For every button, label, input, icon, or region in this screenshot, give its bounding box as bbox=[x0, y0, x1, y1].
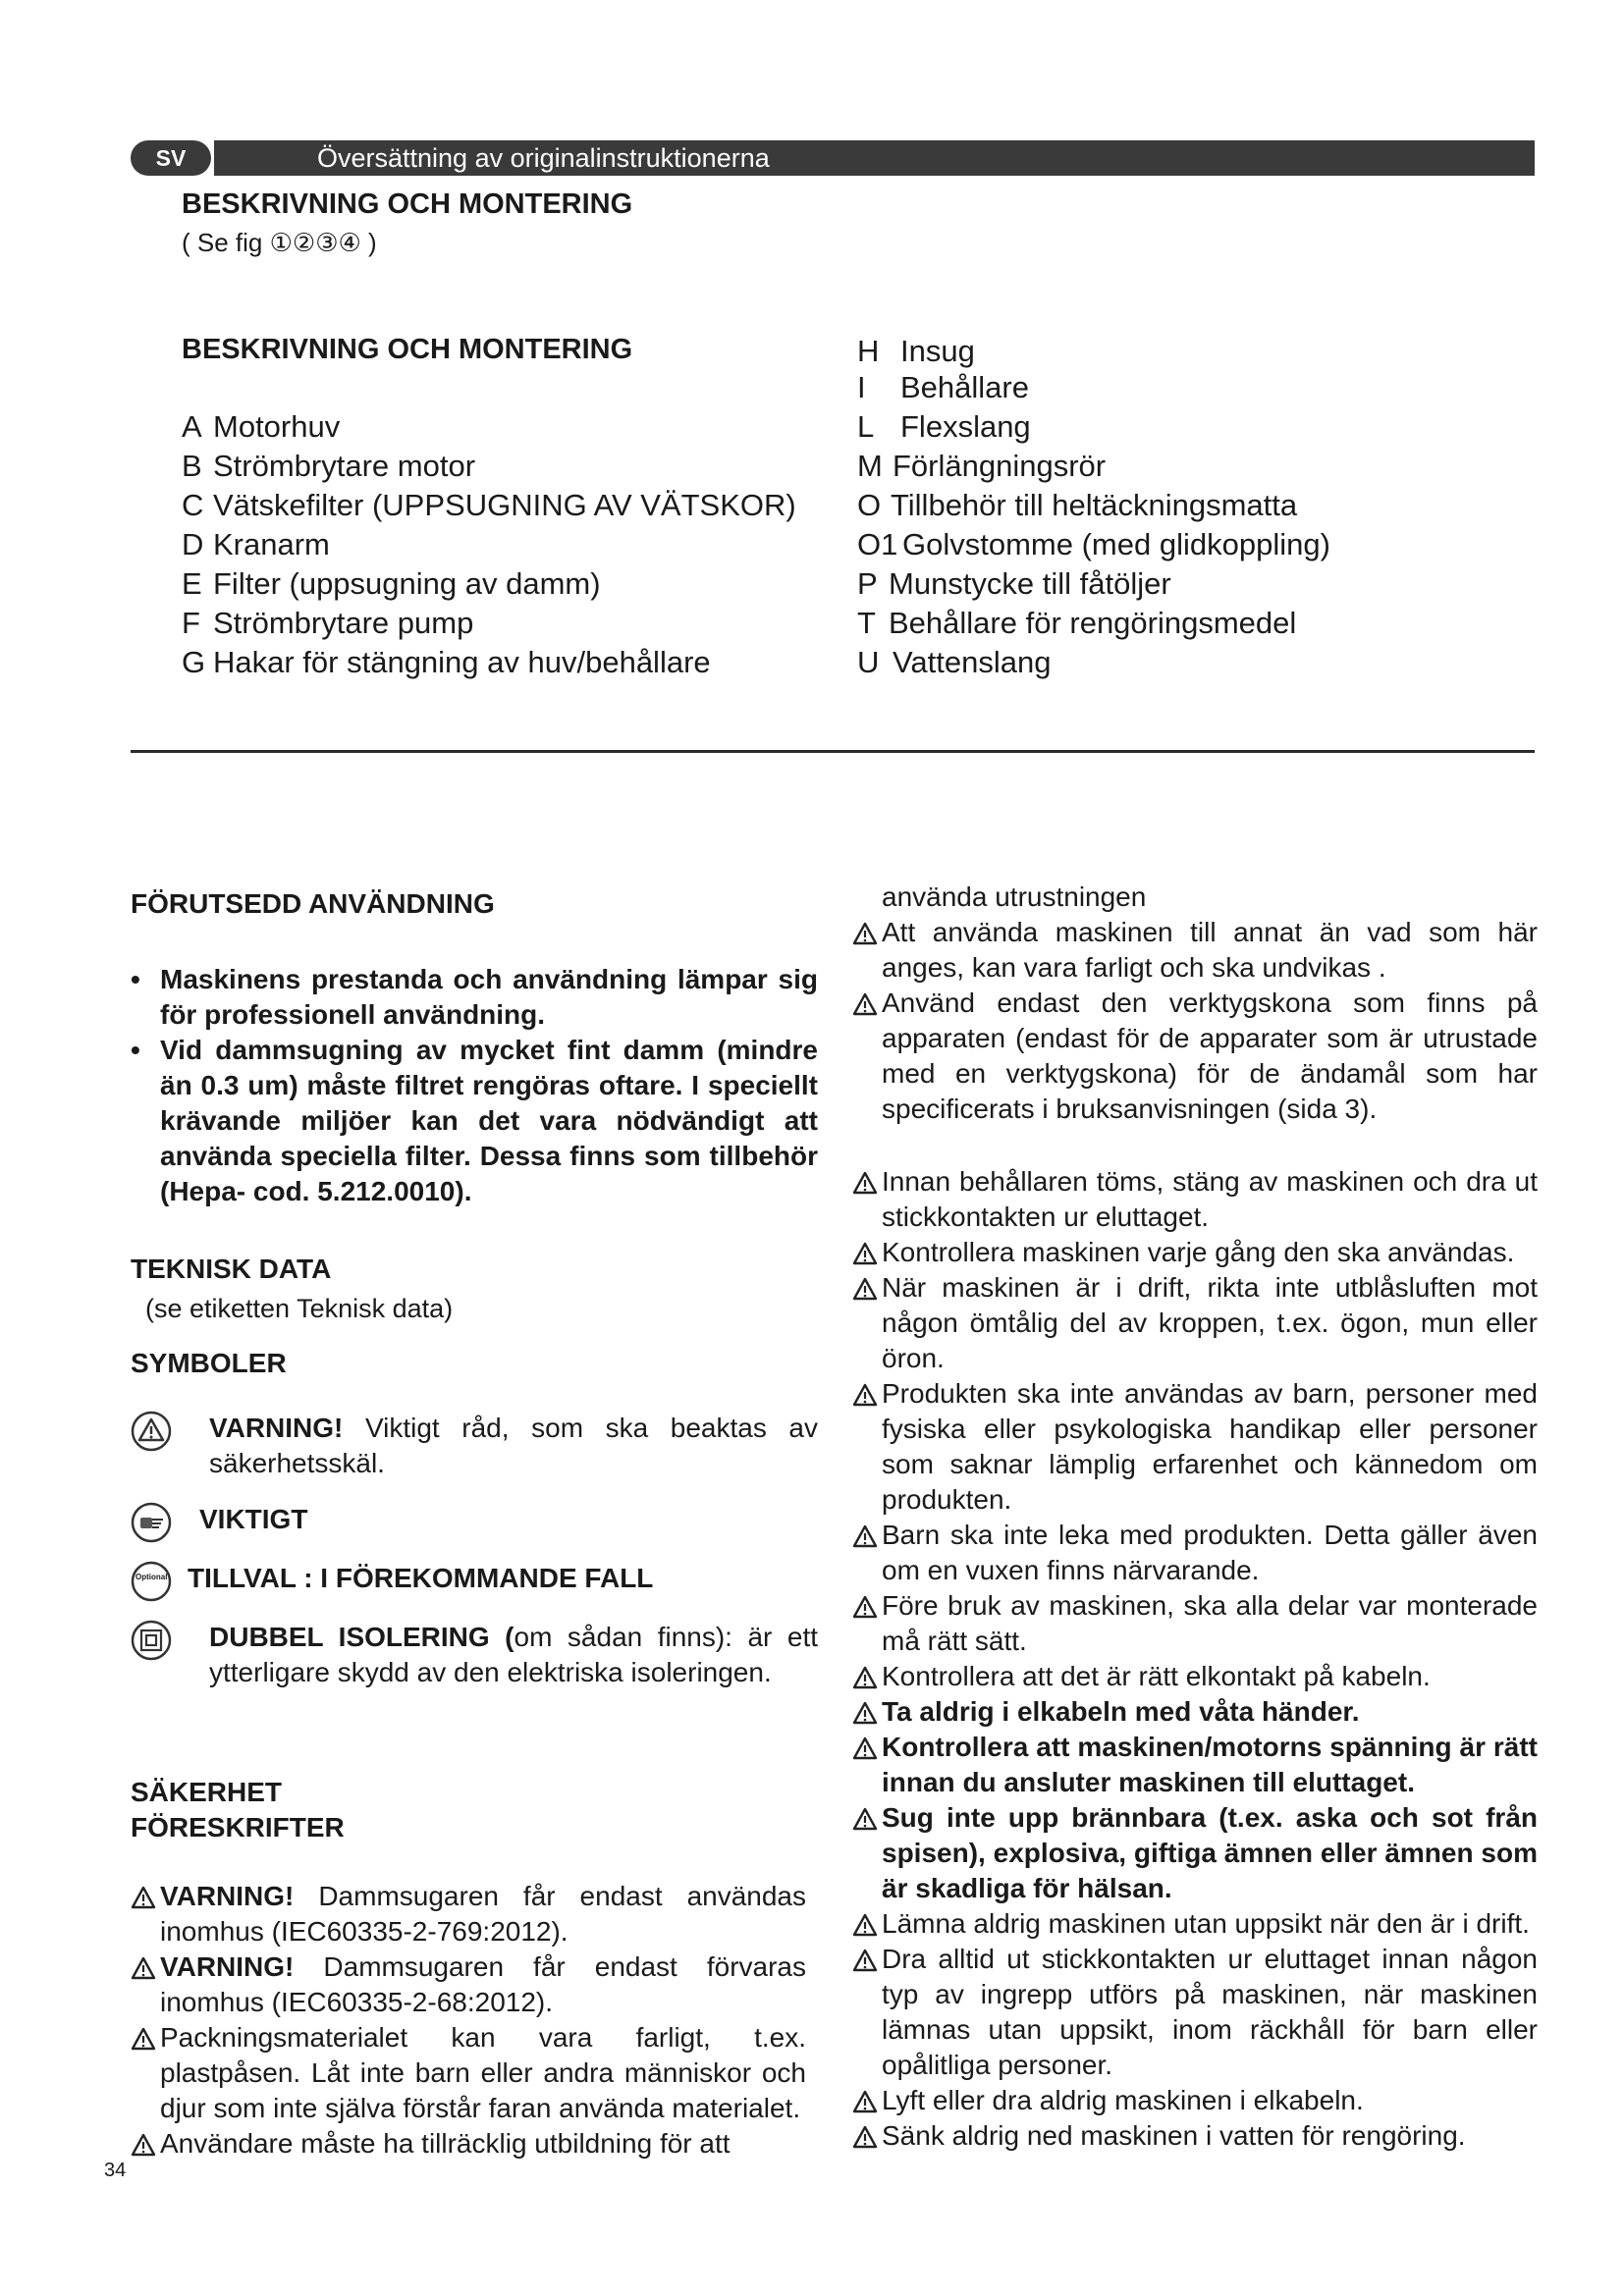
list-item: När maskinen är i drift, rikta inte utblåsluften mot någon ömtålig del av kroppen, t.ex. ögon, mun eller öron. bbox=[852, 1270, 1538, 1376]
component-item: B Strömbrytare motor bbox=[182, 449, 476, 483]
warning-triangle-icon bbox=[852, 992, 878, 1016]
warning-triangle-icon bbox=[852, 1524, 878, 1548]
list-item: Sug inte upp brännbara (t.ex. aska och sot från spisen), explosiva, giftiga ämnen eller ämnen som är skadliga för hälsan. bbox=[852, 1800, 1538, 1906]
component-item: F Strömbrytare pump bbox=[182, 606, 474, 640]
list-item: Använd endast den verktygskona som finns på apparaten (endast för de apparater som är utrustade med en verktygskona) för de ändamål som har specificerats i bruksanvisningen (sida 3). bbox=[852, 986, 1538, 1127]
list-item: Lyft eller dra aldrig maskinen i elkabeln. bbox=[852, 2083, 1538, 2118]
component-item: O1 Golvstomme (med glidkoppling) bbox=[857, 527, 1330, 561]
list-item: Att använda maskinen till annat än vad som här anges, kan vara farligt och ska undvikas . bbox=[852, 915, 1538, 986]
warning-triangle-icon bbox=[852, 1595, 878, 1619]
component-list-left bbox=[182, 407, 796, 682]
component-item: L Flexslang bbox=[857, 409, 1031, 444]
list-item: • Vid dammsugning av mycket fint damm (mindre än 0.3 um) måste filtret rengöras oftare. I speciellt krävande miljöer kan det vara nödvändigt att använda speciella filter. Dessa finns som tillbehör (Hepa- cod. 5.212.0010). bbox=[131, 1035, 818, 1206]
warning-triangle-icon bbox=[131, 1886, 156, 1909]
intro-heading: BESKRIVNING OCH MONTERING bbox=[182, 188, 633, 220]
list-item: Packningsmaterialet kan vara farligt, t.ex. plastpåsen. Låt inte barn eller andra människor och djur som inte själva förstår faran använda materialet. bbox=[131, 2020, 806, 2126]
list-item: Kontrollera att det är rätt elkontakt på kabeln. bbox=[852, 1659, 1538, 1694]
list-item: Innan behållaren töms, stäng av maskinen och dra ut stickkontakten ur eluttaget. bbox=[852, 1164, 1538, 1235]
symbol-warning-row: VARNING! Viktigt råd, som ska beaktas av säkerhetsskäl. bbox=[131, 1411, 818, 1481]
warning-triangle-icon bbox=[852, 922, 878, 945]
intended-use-heading: FÖRUTSEDD ANVÄNDNING bbox=[131, 888, 495, 919]
continuation-text: använda utrustningen bbox=[882, 881, 1147, 912]
list-item: Barn ska inte leka med produkten. Detta gäller även om en vuxen finns närvarande. bbox=[852, 1518, 1538, 1588]
safety-heading-2: FÖRESKRIFTER bbox=[131, 1812, 345, 1842]
components-heading: BESKRIVNING OCH MONTERING bbox=[182, 334, 633, 365]
warning-triangle-icon bbox=[852, 1666, 878, 1689]
symbol-optional-row: Optional TILLVAL : I FÖREKOMMANDE FALL bbox=[131, 1561, 818, 1602]
warning-triangle-icon bbox=[852, 2090, 878, 2113]
list-item: Lämna aldrig maskinen utan uppsikt när den är i drift. bbox=[852, 1906, 1538, 1942]
warning-triangle-icon bbox=[131, 1956, 156, 1980]
component-item: T Behållare för rengöringsmedel bbox=[857, 606, 1297, 640]
component-item: O Tillbehör till heltäckningsmatta bbox=[857, 488, 1298, 522]
list-item: VARNING! Dammsugaren får endast användas inomhus (IEC60335-2-769:2012). bbox=[131, 1879, 806, 1949]
symbol-important-row: VIKTIGT bbox=[131, 1502, 818, 1543]
double-insulation-icon bbox=[131, 1620, 172, 1661]
page-header bbox=[131, 140, 1535, 176]
component-item: P Munstycke till fåtöljer bbox=[857, 566, 1171, 601]
component-item: A Motorhuv bbox=[182, 409, 341, 444]
list-item: Kontrollera maskinen varje gång den ska användas. bbox=[852, 1235, 1538, 1270]
pointing-hand-icon bbox=[131, 1502, 172, 1543]
component-item: U Vattenslang bbox=[857, 645, 1052, 679]
header-title: Översättning av originalinstruktionerna bbox=[317, 143, 770, 173]
warning-triangle-icon bbox=[852, 2125, 878, 2149]
technical-text: (se etiketten Teknisk data) bbox=[145, 1294, 454, 1323]
component-item: D Kranarm bbox=[182, 527, 330, 561]
list-item: Dra alltid ut stickkontakten ur eluttaget innan någon typ av ingrepp utförs på maskinen, när maskinen lämnas utan uppsikt, inom räckhåll för barn eller opålitliga personer. bbox=[852, 1942, 1538, 2083]
warning-triangle-icon bbox=[852, 1242, 878, 1265]
safety-list-left bbox=[131, 1879, 806, 2162]
optional-icon bbox=[131, 1561, 172, 1602]
warning-triangle-icon bbox=[131, 2027, 156, 2051]
component-item: H Insug bbox=[857, 334, 975, 368]
list-item: Ta aldrig i elkabeln med våta händer. bbox=[852, 1694, 1538, 1730]
component-item: C Vätskefilter (UPPSUGNING AV VÄTSKOR) bbox=[182, 488, 796, 522]
optional-icon-label: Optional bbox=[135, 1573, 168, 1581]
list-item: • Maskinens prestanda och användning lämpar sig för professionell användning. bbox=[131, 964, 818, 1030]
warning-triangle-icon bbox=[131, 1411, 172, 1452]
component-item: M Förlängningsrör bbox=[857, 449, 1107, 483]
safety-list-right bbox=[852, 915, 1538, 2154]
symbols-heading: SYMBOLER bbox=[131, 1348, 287, 1378]
component-item: G Hakar för stängning av huv/behållare bbox=[182, 645, 711, 679]
component-item: I Behållare bbox=[857, 370, 1029, 404]
warning-triangle-icon bbox=[852, 1383, 878, 1407]
warning-triangle-icon bbox=[852, 1277, 878, 1301]
intended-use-list bbox=[131, 962, 818, 1209]
safety-heading-1: SÄKERHET bbox=[131, 1777, 283, 1807]
technical-heading: TEKNISK DATA bbox=[131, 1254, 332, 1284]
language-badge: SV bbox=[131, 140, 211, 176]
list-item: VARNING! Dammsugaren får endast förvaras inomhus (IEC60335-2-68:2012). bbox=[131, 1949, 806, 2020]
section-divider bbox=[131, 750, 1535, 753]
warning-triangle-icon bbox=[131, 2133, 156, 2157]
component-item: E Filter (uppsugning av damm) bbox=[182, 566, 601, 601]
warning-triangle-icon bbox=[852, 1701, 878, 1725]
component-list-right bbox=[857, 332, 1330, 682]
list-item: Produkten ska inte användas av barn, personer med fysiska eller psykologiska handikap eller personer som saknar lämplig erfarenhet och kännedom om produkten. bbox=[852, 1376, 1538, 1518]
page-number: 34 bbox=[104, 2160, 127, 2181]
list-item: Före bruk av maskinen, ska alla delar var monterade må rätt sätt. bbox=[852, 1588, 1538, 1659]
list-item: Användare måste ha tillräcklig utbildning för att bbox=[131, 2126, 806, 2162]
list-item: Kontrollera att maskinen/motorns spänning är rätt innan du ansluter maskinen till eluttaget. bbox=[852, 1730, 1538, 1800]
figure-reference: ( Se fig ①②③④ ) bbox=[182, 228, 377, 257]
list-item: Sänk aldrig ned maskinen i vatten för rengöring. bbox=[852, 2118, 1538, 2154]
warning-triangle-icon bbox=[852, 1171, 878, 1195]
warning-triangle-icon bbox=[852, 1913, 878, 1937]
symbol-double-insulation-row: DUBBEL ISOLERING (om sådan finns): är ett ytterligare skydd av den elektriska isoleringen. bbox=[131, 1620, 818, 1690]
warning-triangle-icon bbox=[852, 1807, 878, 1831]
warning-triangle-icon bbox=[852, 1949, 878, 1972]
warning-triangle-icon bbox=[852, 1736, 878, 1760]
